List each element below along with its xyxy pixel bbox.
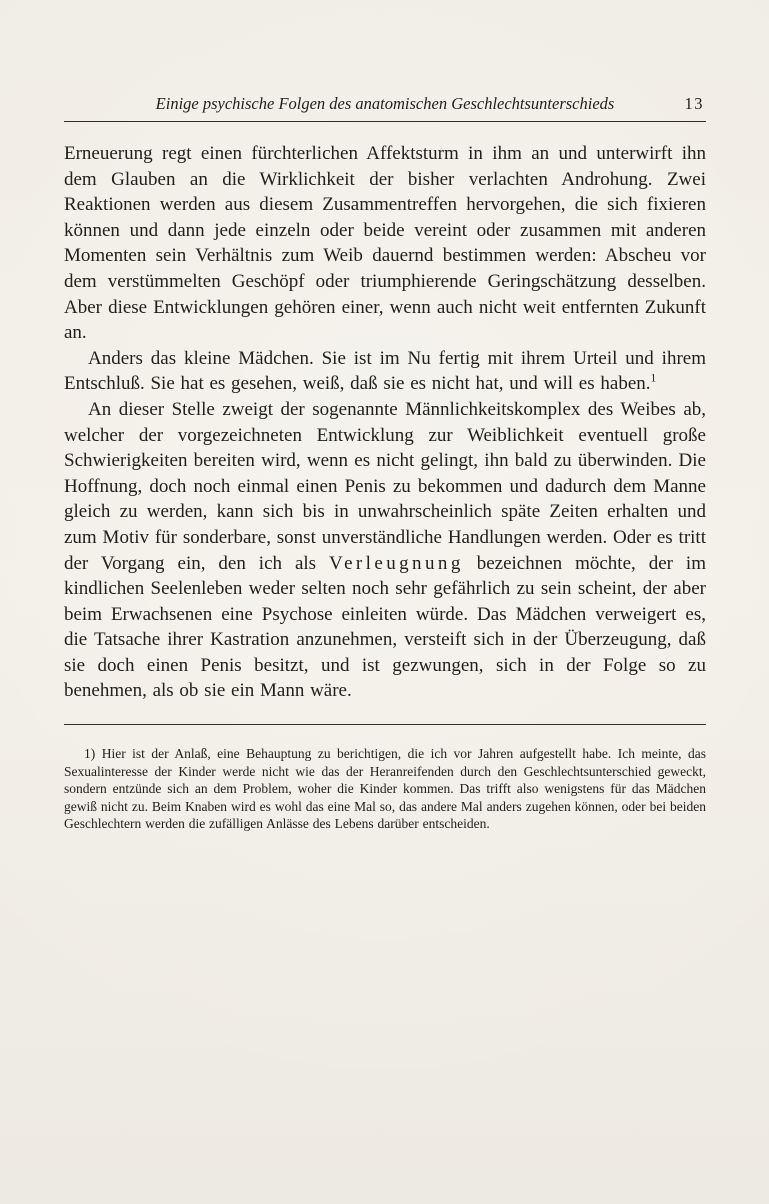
footnote-text: 1) Hier ist der Anlaß, eine Behauptung zu berichtigen, die ich vor Jahren aufgestellt habe. Ich meinte, das Sexualinteresse der Kinder werde nicht wie das der Heranreifenden durch den Geschlechtsunterschied geweckt, sondern entzünde sich an dem Problem, woher die Kinder kommen. Das trifft also wenigstens für das Mädchen gewiß nicht zu. Beim Knaben wird es wohl das eine Mal so, das andere Mal anders zugehen können, oder bei beiden Geschlechtern werden die zufälligen Anlässe des Lebens darüber entscheiden.	[64, 746, 706, 832]
paragraph-2	[64, 346, 706, 397]
paragraph-3-text-before: An dieser Stelle zweigt der sogenannte Männlichkeitskomplex des Weibes ab, welcher der vorgezeichneten Entwicklung zur Weiblichkeit eventuell große Schwierigkeiten bereiten wird, wenn es nicht gelingt, ihn bald zu überwinden. Die Hoffnung, doch noch einmal einen Penis zu bekommen und dadurch dem Manne gleich zu werden, kann sich bis in unwahrscheinlich späte Zeiten erhalten und zum Motiv für sonderbare, sonst unverständliche Handlungen werden. Oder es tritt der Vorgang ein, den ich als	[64, 398, 706, 574]
paragraph-3-text-after: bezeichnen möchte, der im kindlichen Seelenleben weder selten noch sehr gefährlich zu sein scheint, der aber beim Erwachsenen eine Psychose einleiten würde. Das Mädchen verweigert es, die Tatsache ihrer Kastration anzunehmen, versteift sich in der Überzeugung, daß sie doch einen Penis besitzt, und ist gezwungen, sich in der Folge so zu benehmen, als ob sie ein Mann wäre.	[64, 552, 706, 702]
body-text	[64, 141, 706, 704]
paragraph-2-text: Anders das kleine Mädchen. Sie ist im Nu fertig mit ihrem Urteil und ihrem Entschluß. Sie hat es gesehen, weiß, daß sie es nicht hat, und will es haben.	[64, 347, 706, 395]
footnote-reference: 1	[650, 373, 657, 386]
paragraph-3	[64, 397, 706, 704]
text-block	[64, 94, 706, 833]
emphasized-word: Verleugnung	[329, 552, 464, 574]
running-header-title: Einige psychische Folgen des anatomischen Geschlechtsunterschieds	[155, 94, 615, 113]
running-header	[64, 94, 706, 122]
footnote-divider	[64, 724, 706, 725]
page-number: 13	[684, 94, 704, 113]
paragraph-1: Erneuerung regt einen fürchterlichen Affektsturm in ihm an und unterwirft ihn dem Glauben an die Wirklichkeit der bisher verlachten Androhung. Zwei Reaktionen werden aus diesem Zusammentreffen hervorgehen, die sich fixieren können und dann jede einzeln oder beide vereint oder zusammen mit anderen Momenten sein Verhältnis zum Weib dauernd bestimmen werden: Abscheu vor dem verstümmelten Geschöpf oder triumphierende Geringschätzung desselben. Aber diese Entwicklungen gehören einer, wenn auch nicht weit entfernten Zukunft an.	[64, 143, 706, 344]
